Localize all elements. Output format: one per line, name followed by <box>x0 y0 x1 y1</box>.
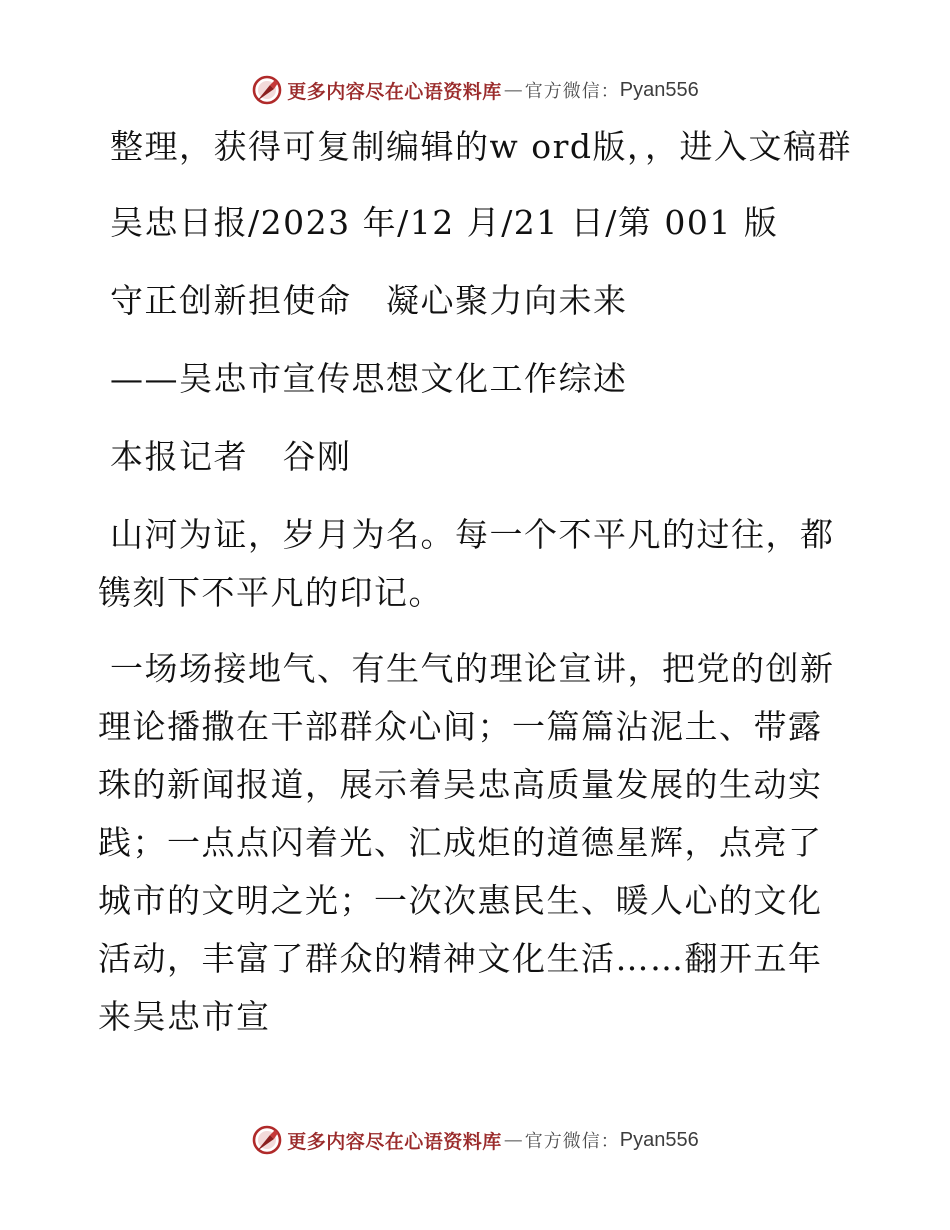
subheadline: ——吴忠市宣传思想文化工作综述 <box>110 359 628 398</box>
body-paragraph-1: 山河为证，岁月为名。每一个不平凡的过往，都镌刻下不平凡的印记。 <box>98 515 835 612</box>
watermark-main-text: 更多内容尽在心语资料库 <box>287 80 502 103</box>
document-content <box>98 118 853 1046</box>
watermark-main-text: 更多内容尽在心语资料库 <box>287 1130 502 1153</box>
headline: 守正创新担使命 凝心聚力向未来 <box>110 281 628 320</box>
watermark-dash: — <box>503 1129 523 1151</box>
watermark-group <box>251 74 698 106</box>
watermark-dash: — <box>503 79 523 101</box>
watermark-id-text: Pyan556 <box>619 78 699 101</box>
intro-text: 整理，获得可复制编辑的w ord版，，进入文稿群 <box>110 127 853 166</box>
body-paragraph-2: 一场场接地气、有生气的理论宣讲，把党的创新理论播撒在干部群众心间；一篇篇沾泥土、带露珠的新闻报道，展示着吴忠高质量发展的生动实践；一点点闪着光、汇成炬的道德星辉，点亮了城市的文明之光；一次次惠民生、暖人心的文化活动，丰富了群众的精神文化生活……翻开五年来吴忠市宣 <box>98 649 835 1036</box>
watermark-group <box>251 1124 698 1156</box>
pen-logo-icon <box>251 74 283 106</box>
watermark-id-text: Pyan556 <box>619 1128 699 1151</box>
pen-logo-icon <box>251 1124 283 1156</box>
watermark-sub-text: 官方微信： <box>524 81 620 102</box>
watermark-banner-bottom <box>0 1120 950 1160</box>
source-line: 吴忠日报/2023 年/12 月/21 日/第 001 版 <box>110 203 779 242</box>
watermark-sub-text: 官方微信： <box>524 1131 620 1152</box>
author-line: 本报记者 谷刚 <box>110 437 352 476</box>
watermark-banner-top <box>0 70 950 110</box>
